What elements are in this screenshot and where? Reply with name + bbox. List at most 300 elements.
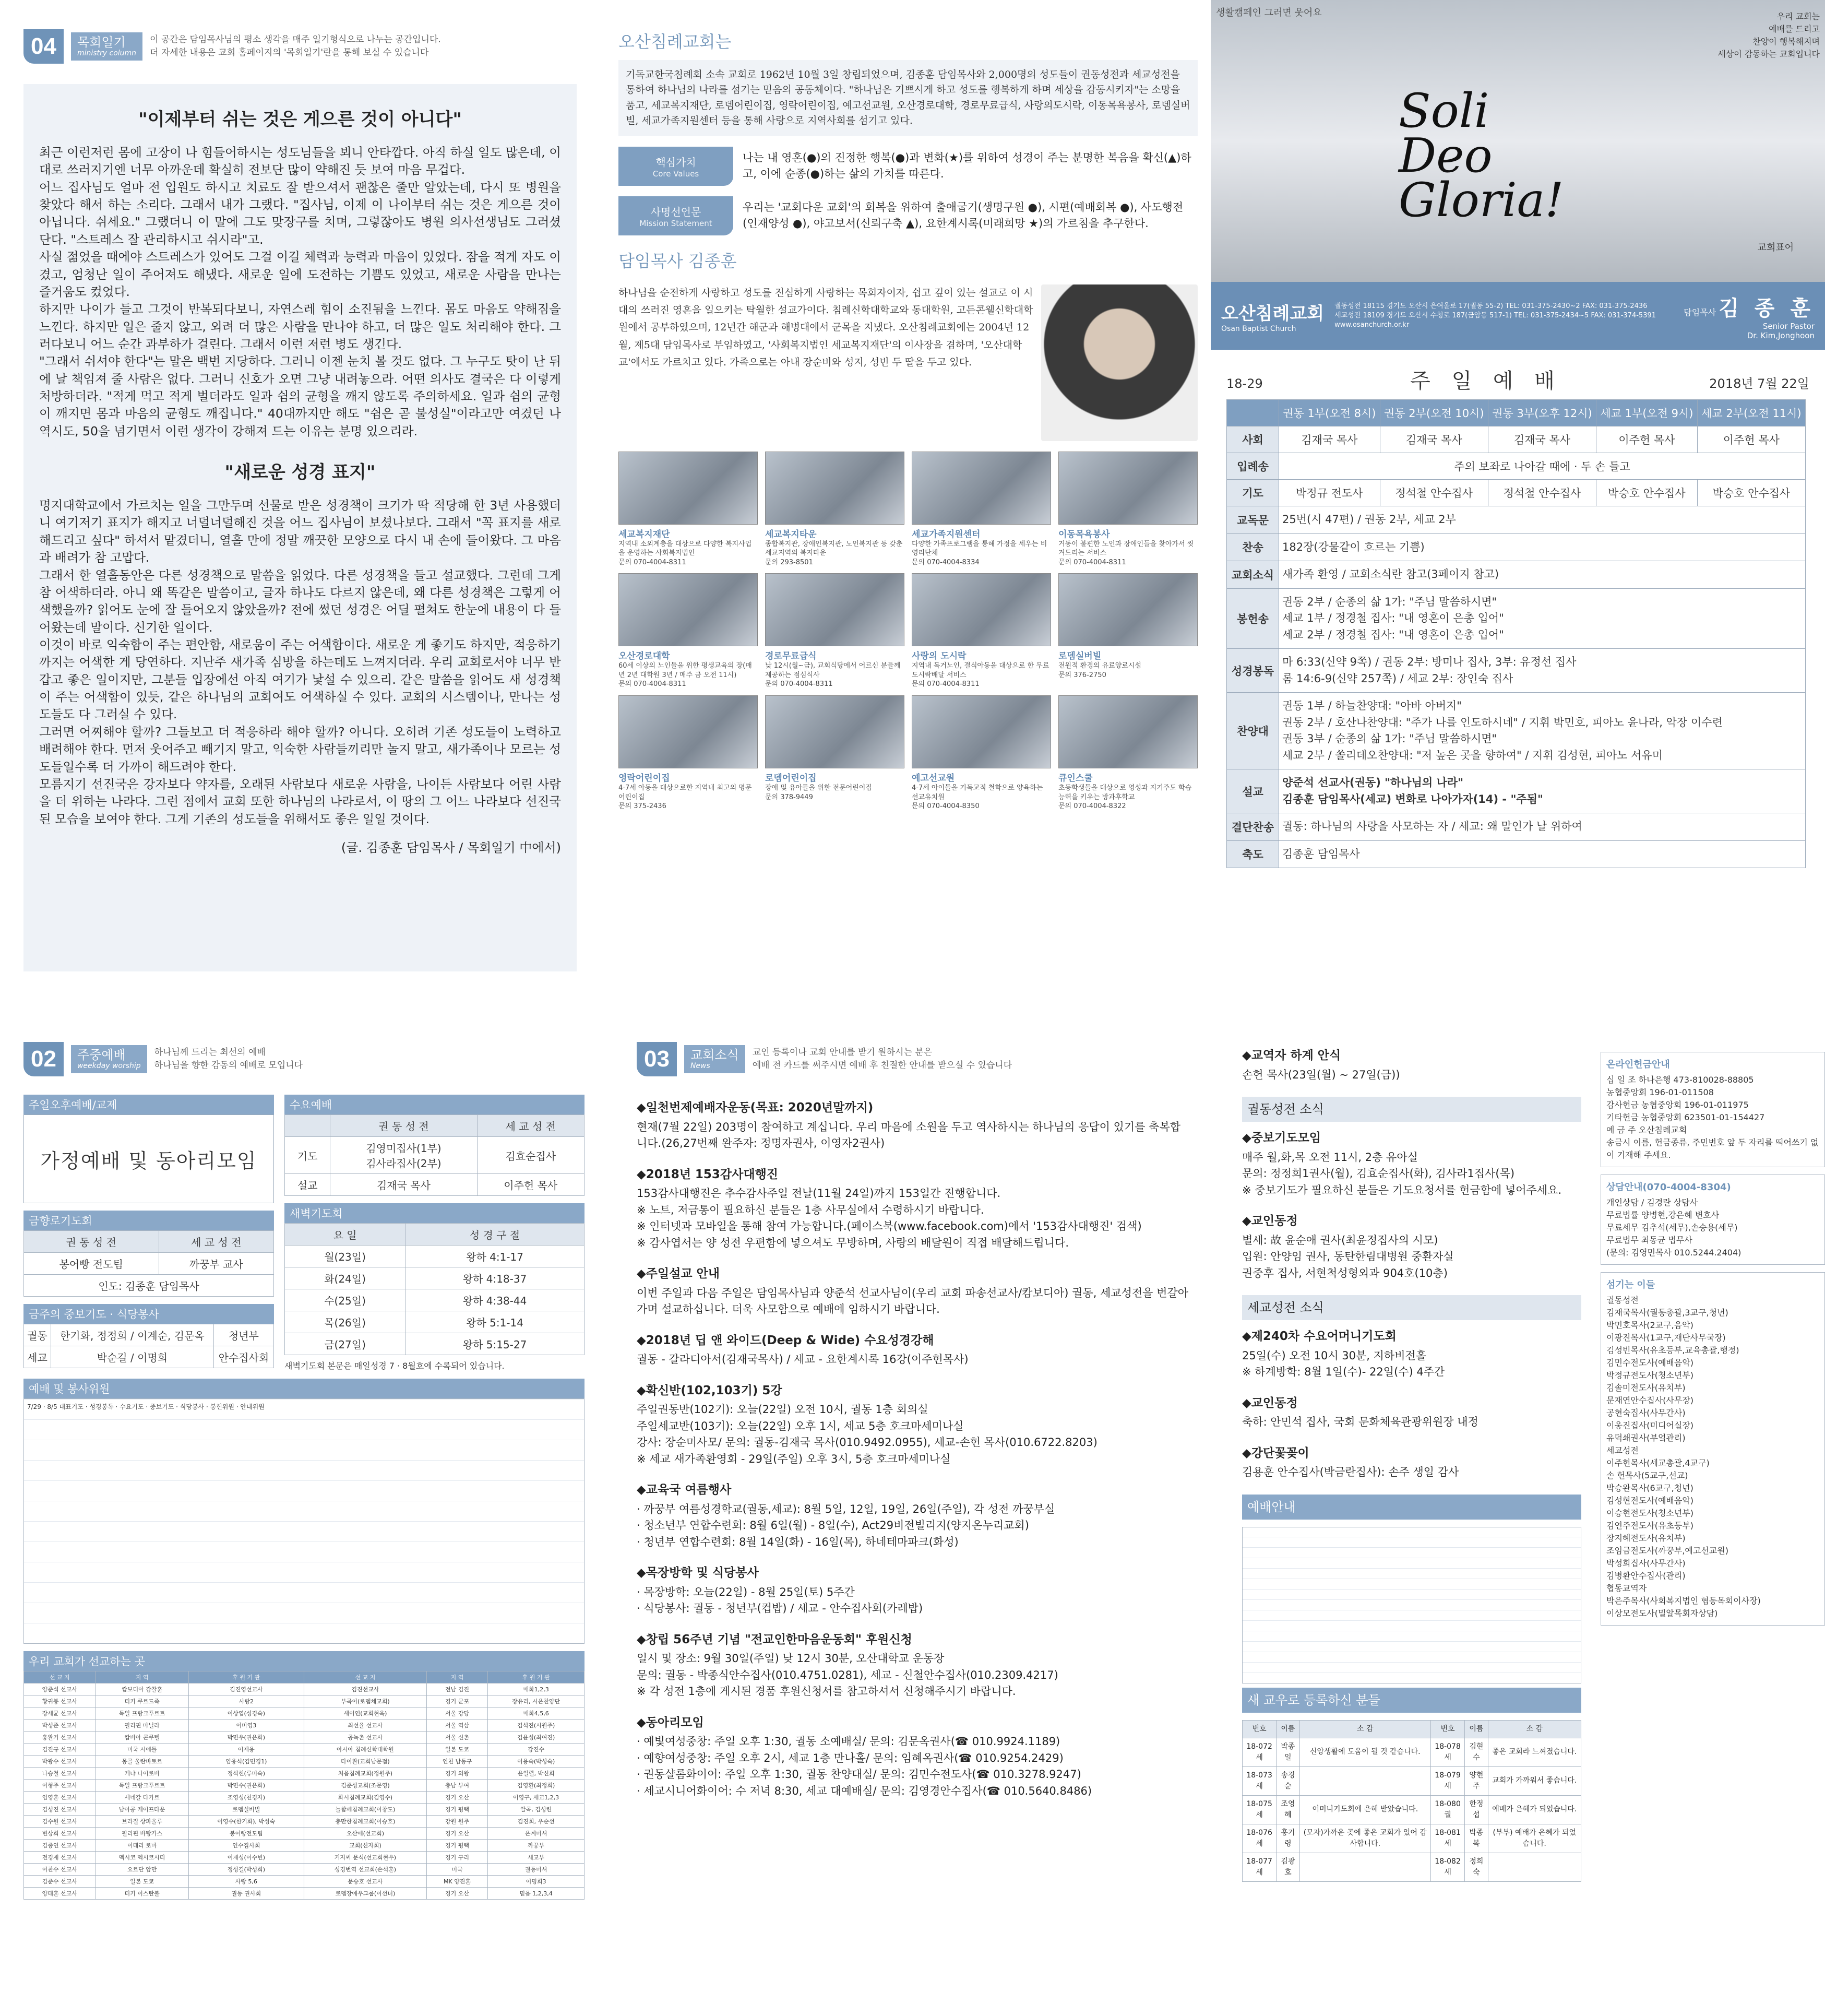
table-cell: 강진수 — [488, 1744, 585, 1756]
ministry-grid — [618, 452, 1198, 811]
table-row: 교회소식 새가족 환영 / 교회소식란 참고(3페이지 참고) — [1227, 561, 1806, 589]
table-cell: 일본 도쿄 — [96, 1876, 188, 1888]
table-cell: 나승철 선교사 — [24, 1768, 96, 1780]
table-cell: 독일 프랑크푸르트 — [96, 1707, 188, 1719]
ministry-photo — [1058, 452, 1198, 525]
news-body: 매주 월,화,목 오전 11시, 2층 유아실 문의: 정정희1권사(월), 김효순집사(화), 김사라1집사(목) ※ 중보기도가 필요하신 분들은 기도요청서를 헌금함에 넣어주세요. — [1242, 1151, 1562, 1196]
news-item — [637, 1564, 1190, 1617]
motto-tag: 교회표어 — [1757, 242, 1794, 253]
table-row: 결단찬송 궐동: 하나님의 사랑을 사모하는 자 / 세교: 왜 말인가 날 위하여 — [1227, 813, 1806, 841]
pastor-block — [618, 284, 1198, 441]
table-cell: 황귀봉 선교사 — [24, 1695, 96, 1707]
table-cell: 인천 남동구 — [426, 1756, 487, 1768]
table-cell: 공녹촌 선교사 — [304, 1732, 426, 1744]
segyo-news-band: 세교성전 소식 — [1242, 1295, 1581, 1320]
news-item — [637, 1714, 1190, 1800]
ministry-item: 예고선교원 4-7세 아이들을 기독교적 철학으로 양육하는 선교유치원 문의 070-4004-8350 — [912, 695, 1051, 811]
table-cell: 18-076세 — [1243, 1824, 1277, 1853]
sunday-pm-header: 주일오후예배/교제 — [23, 1095, 274, 1114]
table-cell: 18-073세 — [1243, 1766, 1277, 1795]
cover-image — [1211, 0, 1825, 282]
table-cell: 일본 도쿄 — [426, 1744, 487, 1756]
news-heading: ◆교인동정 — [1242, 1214, 1298, 1228]
table-cell: 이명희3 — [488, 1876, 585, 1888]
table-row: 축도 김종훈 담임목사 — [1227, 840, 1806, 868]
table-cell: 미국 시애틀 — [96, 1744, 188, 1756]
church-address: 궐동성전 18115 경기도 오산시 은여울로 17(궐동 55-2) TEL: 031-375-2430~2 FAX: 031-375-2436 세교성전 18109 경기도 오산시 수청로 187(금암동 517-1) TEL: 031-375-2434~5 FAX: 031-374-5391 www.osanchurch.or.kr — [1334, 302, 1656, 329]
core-values-tag: 핵심가치 Core Values — [618, 147, 733, 186]
table-row — [24, 1732, 585, 1744]
table-cell: 18-077세 — [1243, 1853, 1277, 1881]
sidebar-block — [1601, 1175, 1825, 1265]
pastor-photo — [1041, 284, 1198, 441]
church-info-sidebar — [1601, 1052, 1825, 1633]
news-heading: ◆제240차 수요어머니기도회 — [1242, 1330, 1397, 1343]
table-cell: 경기 오산 — [426, 1792, 487, 1804]
table-cell: 김준수 선교사 — [24, 1876, 96, 1888]
news-item — [637, 1099, 1190, 1152]
cover-worship-page — [1211, 0, 1825, 981]
column-text-1: 최근 이런저런 몸에 고장이 나 힘들어하시는 성도님들을 뵈니 안타깝다. 아직 하실 일도 많은데, 이대로 쓰러지기엔 너무 아까운데 확실히 전보단 많이 약해진 듯 보여 마음 무겁다. 어느 집사님도 얼마 전 입원도 하시고 치료도 잘 받으셔서 괜찮은 줄만 알았는데, 다시 또 병원을 찾았다 해서 하는 소리다. 그래서 내가 그랬다. "집사님, 이제 이 나이부터 쉬는 것은 게으른 것이 아닙니다. 쉬세요." 그랬더니 이 말에 그도 맞장구를 치며, 그렇잖아도 병원 의사선생님도 그러셨단다. "스트레스 잘 관리하시고 쉬시라"고. 사실 젊었을 때에야 스트레스가 있어도 그걸 이길 체력과 능력과 마음이 있었다. 잠을 적게 자도 이겼고, 엄청난 일이 주어져도 해냈다. 새로운 일에 도전하는 기쁨도 있었고, 새로운 사람을 만나는 즐거움도 컸었다. 하지만 나이가 들고 그것이 반복되다보니, 자연스레 힘이 소진됨을 느낀다. 몸도 마음도 약해짐을 느낀다. 하지만 일은 줄지 않고, 외려 더 많은 사람을 만나야 하고, 더 많은 일도 처리해야 한다. 그러다보니 어느 순간 과부하가 걸린다. 그래서 이런 저런 병도 생긴다. "그래서 쉬셔야 한다"는 말은 백번 지당하다. 그러니 이젠 눈치 볼 것도 없다. 그 누구도 탓이 난 뒤에 날 책임져 줄 사람은 없다. 그러니 신호가 오면 그냥 내려놓으라. 어떤 의사도 결국은 다 이렇게 처방하더라. "적게 먹고 적게 벌더라도 일과 쉼의 균형을 깨지 않도록 주의하세요. 일과 쉼의 균형이 깨지면 몸과 마음의 균형도 깨집니다." 40대까지만 해도 "쉼은 곧 불성실"이라고만 여겼던 나 역시도, 50을 넘기면서 이런 생각이 강해져 드는 이유는 분명 있으리라. — [39, 145, 561, 438]
intro-text: 기독교한국침례회 소속 교회로 1962년 10월 3일 창립되었으며, 김종훈 담임목사와 2,000명의 성도들이 권동성전과 세교성전을 통하여 하나님의 나라를 섬기는 믿음의 공동체이다. "하나님은 기쁘시게 하고 성도를 행복하게 하며 세상을 감동시키자"는 소망을 품고, 세교복지재단, 로뎀어린이집, 영락어린이집, 예고선교원, 오산경로대학, 경로무료급식, 사랑의도시락, 이동목욕봉사, 로뎀실버빌, 세교가족지원센터 등을 통해 사랑으로 지역사회를 섬기고 있다. — [618, 60, 1198, 136]
senior-pastor: 담임목사 김 종 훈 Senior Pastor Dr. Kim,Jonghoon — [1684, 296, 1815, 340]
table-cell: 김윤성(최여진) — [488, 1732, 585, 1744]
table-cell: 정석헌(류미숙) — [188, 1768, 304, 1780]
table-cell — [1299, 1853, 1430, 1881]
table-cell: 홍완기 선교사 — [24, 1732, 96, 1744]
table-cell: 윤일렬, 박신희 — [488, 1768, 585, 1780]
table-cell: 티키 쿠르드족 — [96, 1695, 188, 1707]
schedule-table — [1242, 1527, 1581, 1683]
core-values-text: 나는 내 영혼(●)의 진정한 행복(●)과 변화(★)를 위하여 성경이 주는 분명한 복음을 확신(▲)하고, 이에 순종(●)하는 삶의 가치를 따른다. — [743, 151, 1191, 181]
table-row — [24, 1876, 585, 1888]
church-logo: 오산침례교회 Osan Baptist Church — [1221, 303, 1325, 333]
news-heading: ◆일천번제예배자운동(목표: 2020년말까지) — [637, 1101, 874, 1114]
table-cell: 조영성(천경자) — [188, 1792, 304, 1804]
table-cell: 이용숙(박성숙) — [488, 1756, 585, 1768]
ministry-item: 세교복지재단 지역내 소외계층을 대상으로 다양한 복지사업을 운영하는 사회복지법인 문의 070-4004-8311 — [618, 452, 758, 567]
table-cell: 필리핀 바탕가스 — [96, 1828, 188, 1840]
table-cell: 경기 평택 — [426, 1840, 487, 1852]
dawn-note: 새벽기도회 본문은 매일성경 7 · 8월호에 수록되어 있습니다. — [284, 1361, 505, 1371]
table-cell: 서울 역삼 — [426, 1719, 487, 1732]
table-cell: 김수원 선교사 — [24, 1816, 96, 1828]
table-cell: 김준성교회(조문영) — [304, 1780, 426, 1792]
sidebar-block — [1601, 1052, 1825, 1167]
ministry-item: 큐인스쿨 초등학생들을 대상으로 영성과 지기주도 학습능력을 키우는 방과후학교 문의 070-4004-8322 — [1058, 695, 1198, 811]
section-description: 이 공간은 담임목사님의 평소 생각을 매주 일기형식으로 나누는 공간입니다. 더 자세한 내용은 교회 홈페이지의 '목회일기'란을 통해 보실 수 있습니다 — [150, 34, 441, 58]
news-item — [1242, 1444, 1581, 1481]
news-body: 별세: 故 윤순애 권사(최윤정집사의 시모) 입원: 안양임 권사, 동탄한림대병원 중환자실 권중후 집사, 서현척성형외과 904호(10층) — [1242, 1234, 1454, 1279]
news-item — [1242, 1047, 1581, 1083]
table-cell: 매화4,5,6 — [488, 1707, 585, 1719]
table-cell: 믿음 1,2,3,4 — [488, 1888, 585, 1900]
table-cell: 장유리, 시온찬양단 — [488, 1695, 585, 1707]
news-body: 손헌 목사(23일(월) ~ 27일(금)) — [1242, 1068, 1400, 1081]
mission-table: 선 교 지 지 역 후 원 기 관 선 교 지 지 역 후 원 기 관 양준석 선교사 캄보디아 감찰훈 김진영선교사 김진선교사 전남 김진 매화1,2,3 황귀봉 선교사 티키 쿠르드족 사랑2 부곡이(로뎀체교회) 경기 군포 장유리, 시온찬양단 장세균 선교사 독일 프랑크푸르트 이상엽(성경숙) 새이연(교회현옥) 서울 강당 매화4,5,6 박성준 선교사 필리핀 마닐라 이미영3 최선율 선교사 서울 역삼 김석진(시원주) 홍완기 선교사 캄비아 콘쿠텔 박민우(권은화) 공녹촌 선교사 서울 신촌 김윤성(최여진) 김진규 선교사 미국 시애틀 이재용 아시아 침례신학대학원 일본 도쿄 강진수 박광수 선교사 몽골 울란바토르 엄웅식(김민경1) 타이완(교회남문점) 인천 남동구 이용숙(박성숙) 나승철 선교사 케냐 나이로비 정석헌(류미숙) 처음침례교회(정원주) 경기 의왕 윤일렬, 박신희 이형주 선교사 독일 프랑크푸르트 박민수(권은화) 김준성교회(조문영) 충남 부여 김영환(최정희) 임영훈 선교사 세네갈 다카르 조영성(천경자) 화시침례교회(김영수) 경기 오산 이영구, 세교1,2,3 김성진 선교사 남아공 케이프타운 로뎀실버빌 늘함께침례교회(이창도) 경기 평택 알곡, 김성련 김수원 선교사 브라질 상파울루 이영수(한기화), 박성숙 충만한침례교회(이승호) 강원 원주 김진희, 우순선 변상희 선교사 필리핀 바탕가스 봉어빵전도팀 오산에(선교회) 경기 오산 온계미셔 김종연 선교사 이태리 로마 인수집사회 교회(신자회) 경기 평택 까꿍부 전경재 선교사 멕시코 멕시코시티 이재성(이수빈) 거저씨 문식(선교회현우) 경기 구리 세교부 이찬수 선교사 요르단 암만 정성길(박성희) 성경번역 선교회(손석훈) 미국 궐동미셔 김준수 선교사 일본 도쿄 사랑 5,6 문승호 선교사 MK 양진훈 이명희3 양태훈 선교사 터키 이스탄불 궐동 권사회 로뎀장애우그룹(이선녀) 경기 오산 믿음 1,2,3,4 — [23, 1671, 585, 1900]
news-heading: ◆강단꽃꽂이 — [1242, 1446, 1309, 1460]
table-cell: 김진영선교사 — [188, 1683, 304, 1695]
table-cell: 김현수 — [1465, 1738, 1488, 1766]
news-body: · 까꿍부 여름성경학교(궐동,세교): 8월 5일, 12일, 19일, 26일(주일), 각 성전 까꿍부실 · 청소년부 연합수련회: 8월 6일(월) - 8일(수), Act29비전빌리지(양지온누리교회) · 청년부 연합수련회: 8월 14일(화) - 16일(목), 하네테마파크(화성) — [637, 1502, 1055, 1548]
news-body: 이번 주일과 다음 주일은 담임목사님과 양준석 선교사님이(우리 교회 파송선교사/캄보디아) 궐동, 세교성전을 번갈아가며 설교하십니다. 더욱 사모함으로 예배에 임하시기 바랍니다. — [637, 1286, 1189, 1315]
section-title: 주중예배 weekday worship — [71, 1045, 147, 1073]
table-row — [24, 1840, 585, 1852]
sidebar-block-text: 궐동성전 김재국목사(궐동총괄,3교구,청년) 박민호목사(2교구,음악) 이광진목사(1교구,재단사무국장) 김성빈목사(유초등부,교육총괄,행정) 김민수전도사(예배음악) 박정규전도사(청소년부) 김솔미전도사(유치부) 문재연안수집사(사무장) 공현숙집사(사무간사) 이웅진집사(미디어실장) 유덕쇄권사(부엌관리) 세교성전 이주헌목사(세교총괄,4교구) 손 헌목사(5교구,선교) 박승완목사(6교구,청년) 김성현전도사(예배음악) 이승현전도사(청소년부) 김연주전도사(유초등부) 장지혜전도사(유치부) 조임금전도사(까꿍부,예고선교원) 박성희집사(사무간사) 김병환안수집사(관리) 협동교역자 박은주목사(사회복지법인 협동목회이사장) 이상모전도사(밀알목회자상담) — [1606, 1295, 1761, 1618]
table-cell: 박종복 — [1465, 1824, 1488, 1853]
news-heading: ◆동아리모임 — [637, 1715, 704, 1729]
news-heading: ◆목장방학 및 식당봉사 — [637, 1566, 759, 1580]
column-body — [23, 84, 577, 971]
table-row: 입례송 주의 보좌로 나아갈 때에 · 두 손 들고 — [1227, 453, 1806, 480]
table-cell: 매화1,2,3 — [488, 1683, 585, 1695]
sidebar-block-title: 상담안내(070-4004-8304) — [1606, 1182, 1731, 1193]
pastor-bio: 하나님을 순전하게 사랑하고 성도를 진심하게 사랑하는 목회자이자, 쉽고 깊이 있는 설교로 이 시대의 쓰러진 영혼을 일으키는 탁월한 설교가이다. 침례신학대학교와 동대학원, 고든콘웰신학대학원에서 공부하였으며, 12년간 해군과 해병대에서 군목을 지냈다. 오산침례교회에는 2004년 12월, 제5대 담임목사로 부임하였고, '사회복지법인 세교복지재단'의 이사장을 겸하며, '오산대학교'에서도 가르치고 있다. 가족으로는 아내 장순비와 성지, 성빈 두 딸을 두고 있다. — [618, 287, 1033, 368]
news-item — [637, 1481, 1190, 1550]
table-cell: 18-078세 — [1430, 1738, 1464, 1766]
table-cell: 이재성(이수빈) — [188, 1852, 304, 1864]
ministry-photo — [765, 695, 904, 768]
news-body: 김용훈 안수집사(박금란집사): 손주 생일 감사 — [1242, 1466, 1459, 1478]
section-number: 02 — [23, 1042, 64, 1076]
table-cell: 이영구, 세교1,2,3 — [488, 1792, 585, 1804]
column-signature: (글. 김종훈 담임목사 / 목회일기 中에서) — [341, 840, 561, 855]
ministry-item: 세교복지타운 종합복지관, 장애인복지관, 노인복지관 등 갖춘 세교지역의 복지타운 문의 293-8501 — [765, 452, 904, 567]
news-heading: ◆교역자 하계 안식 — [1242, 1049, 1341, 1062]
table-cell: 18-081세 — [1430, 1824, 1464, 1853]
ministry-item: 로뎀어린이집 장애 및 유아들을 위한 전문어린이집 문의 378-9449 — [765, 695, 904, 811]
table-cell: 박종일 — [1277, 1738, 1299, 1766]
table-cell: 부곡이(로뎀체교회) — [304, 1695, 426, 1707]
section-title: 교회소식 News — [684, 1045, 745, 1073]
friday-prayer-table: 권 동 성 전 세 교 성 전 봉어빵 전도팀 까꿍부 교사 인도: 김종훈 담임목사 — [23, 1230, 274, 1297]
table-cell: 오산에(선교회) — [304, 1828, 426, 1840]
news-heading: ◆교인동정 — [1242, 1396, 1298, 1410]
table-row: 성경봉독 마 6:33(신약 9쪽) / 권동 2부: 방미나 집사, 3부: 유정선 집사 롬 14:6-9(신약 257쪽) / 세교 2부: 장인숙 집사 — [1227, 649, 1806, 693]
table-cell: 화시침례교회(김영수) — [304, 1792, 426, 1804]
news-item — [1242, 1327, 1581, 1381]
news-item — [637, 1382, 1190, 1468]
weekday-worship-page — [23, 1036, 585, 2016]
table-cell: 박광수 선교사 — [24, 1756, 96, 1768]
mission-tag: 사명선언문 Mission Statement — [618, 196, 733, 235]
table-cell: 인수집사회 — [188, 1840, 304, 1852]
table-row: 봉헌송 권동 2부 / 순종의 삶 1가: "주님 말씀하시면" 세교 1부 / 정경철 집사: "내 영혼이 은총 입어" 세교 2부 / 정경철 집사: "내 영혼이 은총 입어" — [1227, 588, 1806, 649]
ministry-item: 세교가족지원센터 다양한 가족프로그램을 통해 가정을 세우는 비영리단체 문의 070-4004-8334 — [912, 452, 1051, 567]
table-cell: 어머니기도회에 은혜 받았습니다. — [1299, 1795, 1430, 1824]
ministry-item: 이동목욕봉사 거동이 불편한 노인과 장애인들을 찾아가서 씻겨드리는 서비스 문의 070-4004-8311 — [1058, 452, 1198, 567]
table-cell — [1488, 1853, 1581, 1881]
table-cell: 전경재 선교사 — [24, 1852, 96, 1864]
table-cell: 18-080궐 — [1430, 1795, 1464, 1824]
table-cell: (모자)가까운 곳에 좋은 교회가 있어 감사합니다. — [1299, 1824, 1430, 1853]
table-cell: 이찬수 선교사 — [24, 1864, 96, 1876]
sidebar-block-text: 개인상담 / 김경란 상담사 무료법률 양병현,강은혜 변호사 무료세무 김추석(세무),손승용(세무) 무료법무 최동균 법무사 (문의: 김영민목사 010.5244.2404) — [1606, 1197, 1741, 1258]
table-cell: 양현주 — [1465, 1766, 1488, 1795]
table-cell: 홍기령 — [1277, 1824, 1299, 1853]
table-cell: 새이연(교회현옥) — [304, 1707, 426, 1719]
dawn-prayer-header: 새벽기도회 — [284, 1203, 585, 1223]
table-row — [1243, 1824, 1581, 1853]
table-cell: 전남 김진 — [426, 1683, 487, 1695]
table-cell: 문승호 선교사 — [304, 1876, 426, 1888]
table-row: 설교 양준석 선교사(권동) "하나님의 나라" 김종훈 담임목사(세교) 변화로 나아가자(14) - "주됨" — [1227, 769, 1806, 813]
table-cell: 김영환(최정희) — [488, 1780, 585, 1792]
table-cell: 18-079세 — [1430, 1766, 1464, 1795]
news-body: · 목장방학: 오늘(22일) - 8월 25일(토) 5주간 · 식당봉사: 궐동 - 청년부(컵밥) / 세교 - 안수집사회(카레밥) — [637, 1585, 923, 1615]
news-item — [1242, 1212, 1581, 1282]
table-cell: 김석진(시원주) — [488, 1719, 585, 1732]
table-cell: 까꿍부 — [488, 1840, 585, 1852]
table-cell: 서울 강당 — [426, 1707, 487, 1719]
news-column-2 — [1242, 1047, 1581, 1882]
section-description: 하나님께 드리는 최선의 예배 하나님을 향한 감동의 예배로 모입니다 — [154, 1047, 303, 1071]
news-item — [637, 1265, 1190, 1318]
table-cell: 한정섭 — [1465, 1795, 1488, 1824]
ministry-column-page — [23, 23, 577, 979]
newcomer-table: 번호 이름 소 감 번호 이름 소 감 18-072세 박종일 신앙생활에 도움이 될 것 같습니다. 18-078세 김현수 좋은 교회라 느껴졌습니다. 18-073세 송경순 18-079세 양현주 교회가 가까워서 좋습니다. 18-075세 조영혜 어머니기도회에 은혜 받았습니다. 18-080궐 한정섭 예배가 은혜가 되었습니다. 18-076세 홍기령 (모자)가까운 곳에 좋은 교회가 있어 감사합니다. 18-081세 박종복 (부부) 예배가 은혜가 되었습니다. 18-077세 김광호 18-082세 정희숙 — [1242, 1720, 1581, 1882]
table-cell: 처음침례교회(정원주) — [304, 1768, 426, 1780]
ministry-photo — [912, 452, 1051, 525]
table-row — [24, 1864, 585, 1876]
news-item — [637, 1631, 1190, 1700]
table-cell: 이형주 선교사 — [24, 1780, 96, 1792]
table-cell: 김진규 선교사 — [24, 1744, 96, 1756]
table-cell: 이상엽(성경숙) — [188, 1707, 304, 1719]
table-cell: 세네갈 다카르 — [96, 1792, 188, 1804]
news-body: 25일(수) 오전 10시 30분, 지하비전홀 ※ 하계방학: 8월 1일(수)- 22일(수) 4주간 — [1242, 1349, 1445, 1378]
table-cell: 박민우(권은화) — [188, 1732, 304, 1744]
mission-header: 우리 교회가 선교하는 곳 — [23, 1651, 585, 1671]
table-cell: 이재용 — [188, 1744, 304, 1756]
table-cell: 터키 이스탄불 — [96, 1888, 188, 1900]
table-cell: 최선율 선교사 — [304, 1719, 426, 1732]
newcomer-band: 새 교우로 등록하신 분들 — [1242, 1688, 1581, 1713]
sidebar-block-title: 섬기는 이들 — [1606, 1279, 1655, 1290]
church-news-page — [637, 1036, 1825, 2016]
table-row — [24, 1695, 585, 1707]
news-heading: ◆주일설교 안내 — [637, 1267, 720, 1280]
table-cell: 박민수(권은화) — [188, 1780, 304, 1792]
ministry-photo — [618, 573, 758, 646]
table-cell: 요르단 암만 — [96, 1864, 188, 1876]
campaign-label: 생활캠페인 그러면 웃어요 — [1216, 7, 1322, 18]
table-cell: 타이완(교회남문점) — [304, 1756, 426, 1768]
table-row: 찬송 182장(강물같이 흐르는 기쁨) — [1227, 533, 1806, 561]
section-number: 03 — [637, 1042, 677, 1076]
table-row — [24, 1707, 585, 1719]
table-cell: 세교부 — [488, 1852, 585, 1864]
schedule-band: 예배안내 — [1242, 1495, 1581, 1520]
table-row — [24, 1792, 585, 1804]
table-row — [24, 1804, 585, 1816]
table-cell: 18-072세 — [1243, 1738, 1277, 1766]
news-item — [1242, 1129, 1581, 1199]
ministry-photo — [1058, 695, 1198, 768]
ministry-item: 경로무료급식 낮 12시(월~금), 교회식당에서 어르신 분들께 제공하는 점심식사 문의 070-4004-8311 — [765, 573, 904, 689]
table-cell: 충만한침례교회(이승호) — [304, 1816, 426, 1828]
table-row — [1243, 1766, 1581, 1795]
sidebar-block — [1601, 1272, 1825, 1626]
table-cell: 김진희, 우순선 — [488, 1816, 585, 1828]
intro-title: 오산침례교회는 — [618, 32, 732, 52]
intercession-table: 궐동 한기화, 정정희 / 이계순, 김문옥 청년부 세교 박순길 / 이명희 안수집사회 — [23, 1324, 274, 1368]
table-cell: 변상희 선교사 — [24, 1828, 96, 1840]
table-cell: 캄비아 콘쿠텔 — [96, 1732, 188, 1744]
mission-statement — [618, 196, 1198, 235]
table-row — [24, 1719, 585, 1732]
table-cell: 남아공 케이프타운 — [96, 1804, 188, 1816]
table-row — [1243, 1795, 1581, 1824]
table-cell — [1299, 1766, 1430, 1795]
table-cell: 경기 구리 — [426, 1852, 487, 1864]
news-body: 축하: 안민석 집사, 국회 문화체육관광위원장 내정 — [1242, 1416, 1478, 1428]
table-cell: 정성길(박성희) — [188, 1864, 304, 1876]
table-cell: 필리핀 마닐라 — [96, 1719, 188, 1732]
table-cell: 박성준 선교사 — [24, 1719, 96, 1732]
news-item — [1242, 1394, 1581, 1431]
table-row: 찬양대 권동 1부 / 하늘찬양대: "아바 아버지" 권동 2부 / 호산나찬양대: "주가 나를 인도하시네" / 지휘 박민호, 피아노 윤나라, 악장 이수련 권동 3부 / 순종의 삶 1가: "주님 말씀하시면" 세교 2부 / 쏠리데오찬양대: "저 높은 곳을 향하여" / 지휘 김성현, 피아노 서유미 — [1227, 693, 1806, 769]
table-cell: 알곡, 김성련 — [488, 1804, 585, 1816]
table-cell: 교회가 가까워서 좋습니다. — [1488, 1766, 1581, 1795]
table-row — [24, 1744, 585, 1756]
table-cell: 양태훈 선교사 — [24, 1888, 96, 1900]
table-cell: 김성진 선교사 — [24, 1804, 96, 1816]
table-cell: 예배가 은혜가 되었습니다. — [1488, 1795, 1581, 1824]
church-info-bar — [1211, 282, 1825, 350]
table-cell: 늘함께침례교회(이창도) — [304, 1804, 426, 1816]
table-row — [24, 1756, 585, 1768]
section-header — [23, 1036, 585, 1082]
table-cell: 충남 부여 — [426, 1780, 487, 1792]
table-cell: 케냐 나이로비 — [96, 1768, 188, 1780]
church-vision: 우리 교회는 예배를 드리고 찬양이 행복해지며 세상이 감동하는 교회입니다 — [1717, 11, 1820, 59]
table-cell: 김광호 — [1277, 1853, 1299, 1881]
column-title-1: "이제부터 쉬는 것은 게으른 것이 아니다" — [138, 109, 462, 130]
ministry-photo — [618, 452, 758, 525]
table-cell: 교회(신자회) — [304, 1840, 426, 1852]
table-row: 기도 박정규 전도사 정석철 안수집사 정석철 안수집사 박승호 안수집사 박승호 안수집사 — [1227, 480, 1806, 506]
wednesday-table: 권 동 성 전 세 교 성 전 기도 김영미집사(1부) 김사라집사(2부) 김효순집사 설교 김재국 목사 이주헌 목사 — [284, 1114, 585, 1196]
table-cell: 경기 군포 — [426, 1695, 487, 1707]
table-cell: 멕시코 멕시코시티 — [96, 1852, 188, 1864]
table-cell: 몽골 울란바토르 — [96, 1756, 188, 1768]
table-cell: 경기 오산 — [426, 1828, 487, 1840]
news-heading: ◆중보기도모임 — [1242, 1131, 1321, 1145]
table-cell: 18-082세 — [1430, 1853, 1464, 1881]
table-row: 교독문 25번(시 47편) / 권동 2부, 세교 2부 — [1227, 506, 1806, 534]
section-header — [23, 23, 577, 69]
news-item — [637, 1332, 1190, 1368]
table-cell: 궐동미셔 — [488, 1864, 585, 1876]
table-cell: 미국 — [426, 1864, 487, 1876]
ministry-photo — [912, 573, 1051, 646]
sunday-pm-box: 가정예배 및 동아리모임 — [23, 1114, 274, 1203]
table-cell: 장세균 선교사 — [24, 1707, 96, 1719]
dawn-prayer-table: 요 일 성 경 구 절 월(23일) 왕하 4:1-17 화(24일) 왕하 4:18-37 수(25일) 왕하 4:38-44 목(26일) 왕하 5:1-14 금(27일) 왕하 5:15-27 — [284, 1223, 585, 1355]
table-row: 사회 김재국 목사 김재국 목사 김재국 목사 이주헌 목사 이주헌 목사 — [1227, 426, 1806, 453]
news-heading: ◆2018년 153감사대행진 — [637, 1167, 779, 1181]
table-cell: 강원 원주 — [426, 1816, 487, 1828]
table-cell: (부부) 예배가 은혜가 되었습니다. — [1488, 1824, 1581, 1853]
table-row — [24, 1888, 585, 1900]
section-description: 교인 등록이나 교회 안내를 받기 원하시는 분은 예배 전 카드를 써주시면 예배 후 친절한 안내를 받으실 수 있습니다 — [752, 1047, 1012, 1071]
table-cell: 온계미셔 — [488, 1828, 585, 1840]
ministry-photo — [765, 573, 904, 646]
news-heading: ◆창립 56주년 기념 "전교인한마음운동회" 후원신청 — [637, 1632, 912, 1646]
news-body: 현재(7월 22일) 203명이 참여하고 계십니다. 우리 마음에 소원을 두고 역사하시는 하나님의 응답이 있기를 축복합니다.(26,27번째 완주자: 정명자권사, 이영자2권사) — [637, 1120, 1181, 1149]
wednesday-header: 수요예배 — [284, 1095, 585, 1114]
ministry-item: 사랑의 도시락 지역내 독거노인, 결식아동을 대상으로 한 무료 도시락배달 서비스 문의 070-4004-8311 — [912, 573, 1051, 689]
ministry-photo — [912, 695, 1051, 768]
ministry-item: 로뎀실버빌 전원적 환경의 유료양로시설 문의 376-2750 — [1058, 573, 1198, 689]
ministry-photo — [618, 695, 758, 768]
table-cell: 김진선교사 — [304, 1683, 426, 1695]
table-cell: 이태리 로마 — [96, 1840, 188, 1852]
table-cell: 18-075세 — [1243, 1795, 1277, 1824]
table-cell: 엄웅식(김민경1) — [188, 1756, 304, 1768]
ministry-photo — [765, 452, 904, 525]
table-row — [1243, 1853, 1581, 1881]
table-cell: 신앙생활에 도움이 될 것 같습니다. — [1299, 1738, 1430, 1766]
table-cell: 좋은 교회라 느껴졌습니다. — [1488, 1738, 1581, 1766]
table-cell: 경기 평택 — [426, 1804, 487, 1816]
news-body: · 예빛여성중창: 주일 오후 1:30, 궐동 소예배실/ 문의: 김문옥권사(☎ 010.9924.1189) · 예향여성중창: 주일 오후 2시, 세교 1층 만나홀/ 문의: 임혜옥권사(☎ 010.9254.2429) · 권동샬롬화이어: 주일 오후 1:30, 궐동 찬양대실/ 문의: 김민수전도사(☎ 010.3278.9247) · 세교시니어화이어: 수 저녁 8:30, 세교 대예배실/ 문의: 김영경안수집사(☎ 010.5640.8486) — [637, 1735, 1092, 1797]
table-cell: MK 양진훈 — [426, 1876, 487, 1888]
gwondong-news-band: 궐동성전 소식 — [1242, 1097, 1581, 1122]
news-item — [637, 1166, 1190, 1252]
ministry-item: 영락어린이집 4-7세 아동을 대상으로한 지역내 최고의 명문 어린이집 문의 375-2436 — [618, 695, 758, 811]
column-text-2: 명지대학교에서 가르치는 일을 그만두며 선물로 받은 성경책이 크기가 딱 적당해 한 3년 사용했더니 여기저기 표지가 해지고 너덜너덜해진 것을 어느 집사님이 보셨나보다. 그래서 "꼭 표지를 새로 해드리고 싶다" 하셔서 맡겼더니, 열흘 만에 정말 깨끗한 모양으로 다시 내 손에 들어왔다. 그 마음과 배려가 참 고맙다. 그래서 한 열흘동안은 다른 성경책으로 말씀을 읽었다. 다른 성경책을 들고 설교했다. 그런데 그게 참 어색하더라. 아니 왜 똑같은 말씀이고, 글자 하나도 다르지 않은데, 왜 다른 성경책은 그렇게 어색했을까? 읽어도 눈에 잘 들어오지 않았을까? 전에 썼던 성경은 어딜 펼쳐도 한눈에 내용이 다 들어왔는데 말이다. 신기한 일이다. 이것이 바로 익숙함이 주는 편안함, 새로움이 주는 어색함이다. 새로운 게 좋기도 하지만, 적응하기까지는 어색한 게 당연하다. 지난주 새가족 심방을 하는데도 느껴지더라. 우리 교회로서야 너무 반갑고 좋은 일이지만, 그분들 입장에선 아직 여기가 낯설 수 있으리. 같은 말씀을 읽어도 새 성경책이 주는 어색함이 있듯, 같은 하나님의 교회여도 어색하실 수 있다. 교회의 시스템이나, 만나는 성도들도 다 그러실 수 있다. 그러면 어찌해야 할까? 그들보고 더 적응하라 해야 할까? 아니다. 오히려 기존 성도들이 노력하고 배려해야 한다. 먼저 웃어주고 빼기지 말고, 익숙한 사람들끼리만 놀지 말고, 새가족이나 모르는 성도들일수록 더 가까이 해드려야 한다. 모름지기 선진국은 강자보다 약자를, 오래된 사람보다 새로운 사람을, 나이든 사람보다 어린 사람을 더 위하는 나라다. 그런 점에서 교회 또한 하나님의 나라로서, 이 땅의 그 어느 나라보다 선진국된 모습을 보여야 한다. 그게 기존의 성도들을 위해서도 좋은 일일 것이다. — [39, 498, 561, 826]
sidebar-block-title: 온라인헌금안내 — [1606, 1059, 1670, 1070]
table-cell: 조영혜 — [1277, 1795, 1299, 1824]
church-motto: Soli Deo Gloria! — [1399, 84, 1564, 228]
church-intro-page — [618, 23, 1198, 979]
news-heading: ◆교육국 여름행사 — [637, 1483, 732, 1497]
service-committee-table: 7/29 · 8/5 대표기도 · 성경봉독 · 수요기도 · 중보기도 · 식당봉사 · 봉헌위원 · 안내위원 — [23, 1398, 585, 1644]
ministry-item: 오산경로대학 60세 이상의 노인들을 위한 평생교육의 장(매년 2년 대학원 3년 / 매주 금 오전 11시) 문의 070-4004-8311 — [618, 573, 758, 689]
table-cell: 로뎀실버빌 — [188, 1804, 304, 1816]
news-body: 주일권동반(102기): 오늘(22일) 오전 10시, 궐동 1층 회의실 주일세교반(103기): 오늘(22일) 오후 1시, 세교 5층 호크마세미나실 강사: 장순미사모/ 문의: 궐동-김재국 목사(010.9492.0955), 세교-손헌 목사(010.6722.8203) ※ 세교 새가족환영회 - 29일(주일) 오후 3시, 5층 호크마세미나실 — [637, 1403, 1098, 1465]
column-title-2: "새로운 성경 표지" — [224, 462, 376, 483]
worship-order-table: 권동 1부(오전 8시) 권동 2부(오전 10시) 권동 3부(오후 12시) 세교 1부(오전 9시) 세교 2부(오전 11시) 사회 김재국 목사 김재국 목사 김재국 목사 이주헌 목사 이주헌 목사 입례송 주의 보좌로 나아갈 때에 · 두 손 들고 기도 박정규 전도사 정석철 안수집사 정석철 안수집사 박승호 안수집사 박승호 안수집사 교독문 25번(시 47편) / 권동 2부, 세교 2부 찬송 182장(강물같이 흐르는 기쁨) 교회소식 새가족 환영 / 교회소식란 참고(3페이지 참고) 봉헌송 권동 2부 / 순종의 삶 1가: "주님 말씀하시면" 세교 1부 / 정경철 집사: "내 영혼이 은총 입어" 세교 2부 / 정경철 집사: "내 영혼이 은총 입어" 성경봉독 마 6:33(신약 9쪽) / 권동 2부: 방미나 집사, 3부: 유정선 집사 롬 14:6-9(신약 257쪽) / 세교 2부: 장인숙 집사 찬양대 권동 1부 / 하늘찬양대: "아바 아버지" 권동 2부 / 호산나찬양대: "주가 나를 인도하시네" / 지휘 박민호, 피아노 윤나라, 악장 이수련 권동 3부 / 순종의 삶 1가: "주님 말씀하시면" 세교 2부 / 쏠리데오찬양대: "저 높은 곳을 향하여" / 지휘 김성현, 피아노 서유미 설교 양준석 선교사(권동) "하나님의 나라" 김종훈 담임목사(세교) 변화로 나아가자(14) - "주됨" 결단찬송 궐동: 하나님의 사랑을 사모하는 자 / 세교: 왜 말인가 날 위하여 축도 김종훈 담임목사 — [1226, 399, 1806, 868]
news-heading: ◆확신반(102,103기) 5강 — [637, 1383, 782, 1397]
mission-text: 우리는 '교회다운 교회'의 회복을 위하여 출애굽기(생명구원 ●), 시편(예배회복 ●), 사도행전(인재양성 ●), 야고보서(신뢰구축 ▲), 요한계시록(미래희망 ★)의 가르침을 추구한다. — [743, 200, 1184, 230]
table-cell: 캄보디아 감찰훈 — [96, 1683, 188, 1695]
intercession-header: 금주의 중보기도 · 식당봉사 — [23, 1304, 274, 1324]
section-number: 04 — [23, 29, 64, 64]
table-row — [1243, 1738, 1581, 1766]
table-cell: 사랑 5,6 — [188, 1876, 304, 1888]
table-cell: 경기 의왕 — [426, 1768, 487, 1780]
news-column-1 — [637, 1099, 1190, 1813]
table-row — [24, 1683, 585, 1695]
table-row — [24, 1816, 585, 1828]
news-body: 153감사대행진은 추수감사주일 전날(11월 24일)까지 153일간 진행합니다. ※ 노트, 저금통이 필요하신 분들은 1층 사무실에서 수령하시기 바랍니다. ※ 인터넷과 모바일을 통해 참여 가능합니다.(페이스북(www.facebook.com)에서 '153감사대행진' 검색) ※ 감사엽서는 양 성전 우편함에 넣으셔도 무방하며, 사랑의 배달원이 직접 배달해드립니다. — [637, 1187, 1142, 1249]
table-cell: 송경순 — [1277, 1766, 1299, 1795]
pastor-title: 담임목사 김종훈 — [618, 251, 737, 271]
worship-header: 18-29 주 일 예 배 2018년 7월 22일 — [1226, 369, 1809, 393]
table-cell: 봉어빵전도팀 — [188, 1828, 304, 1840]
table-cell: 아시아 침례신학대학원 — [304, 1744, 426, 1756]
table-cell: 궐동 권사회 — [188, 1888, 304, 1900]
service-committee-header: 예배 및 봉사위원 — [23, 1379, 585, 1398]
table-cell: 성경번역 선교회(손석훈) — [304, 1864, 426, 1876]
table-cell: 거저씨 문식(선교회현우) — [304, 1852, 426, 1864]
news-body: 궐동 - 갈라디아서(김재국목사) / 세교 - 요한계시록 16강(이주헌목사) — [637, 1353, 969, 1366]
table-cell: 김종연 선교사 — [24, 1840, 96, 1852]
table-row — [24, 1780, 585, 1792]
